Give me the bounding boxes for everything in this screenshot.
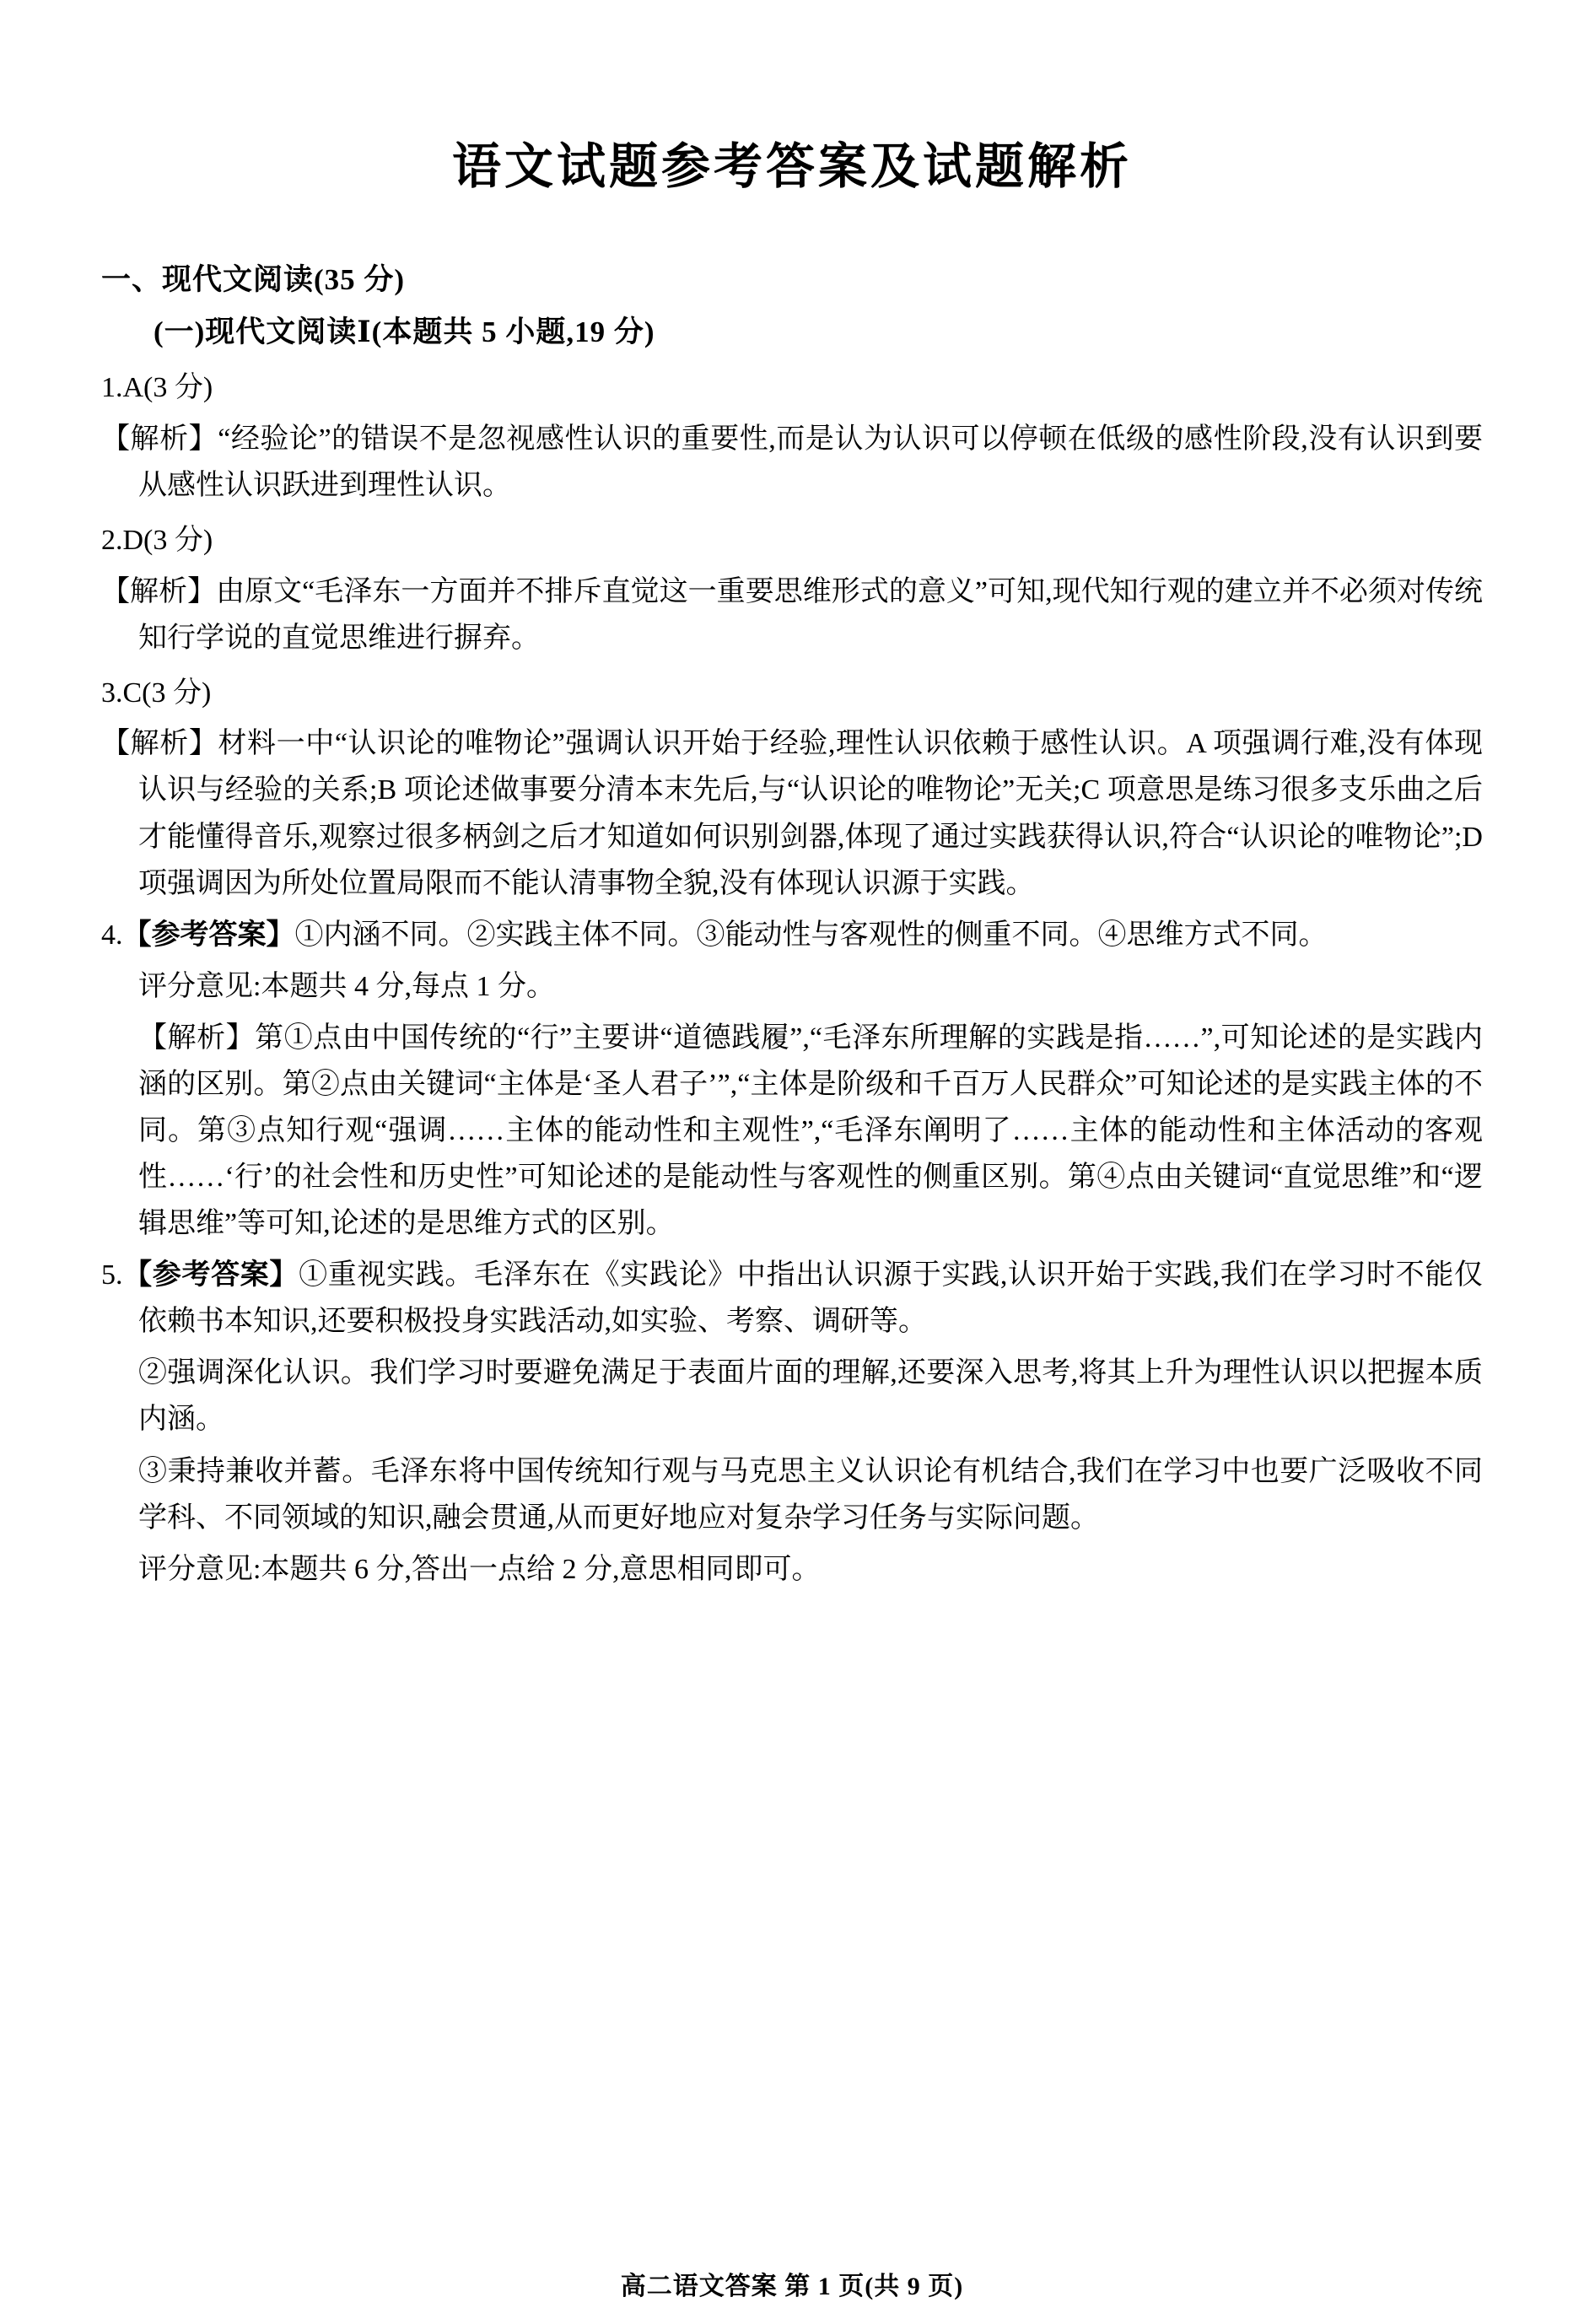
answer-number-4: 4. [101,919,123,951]
explanation-4: 【解析】第①点由中国传统的“行”主要讲“道德践履”,“毛泽东所理解的实践是指……”,可知论述的是实践内涵的区别。第②点由关键词“主体是‘圣人君子’”,“主体是阶级和千百万人民群众”可知论述的是实践主体的不同。第③点知行观“强调……主体的能动性和主观性”,“毛泽东阐明了……主体的能动性和主体活动的客观性……‘行’的社会性和历史性”可知论述的是能动性与客观性的侧重区别。第④点由关键词“直觉思维”和“逻辑思维”等可知,论述的是思维方式的区别。 [138,1022,1483,1240]
answer-block-4 [101,912,1483,958]
reference-answer-label-4: 【参考答案】 [122,919,295,951]
explanation-1: 【解析】“经验论”的错误不是忽视感性认识的重要性,而是认为认识可以停顿在低级的感性阶段,没有认识到要从感性认识跃进到理性认识。 [101,423,1483,501]
page-footer: 高二语文答案 第 1 页(共 9 页) [620,2273,964,2300]
answer-number-3: 3.C(3 分) [101,677,212,709]
explanation-2: 【解析】由原文“毛泽东一方面并不排斥直觉这一重要思维形式的意义”可知,现代知行观的建立并不必须对传统知行学说的直觉思维进行摒弃。 [101,575,1483,654]
reference-answer-text-4: ①内涵不同。②实践主体不同。③能动性与客观性的侧重不同。④思维方式不同。 [294,919,1328,951]
reference-answer-point-5-2: ②强调深化认识。我们学习时要避免满足于表面片面的理解,还要深入思考,将其上升为理性认识以把握本质内涵。 [138,1357,1483,1436]
reference-answer-point-5-3: ③秉持兼收并蓄。毛泽东将中国传统知行观与马克思主义认识论有机结合,我们在学习中也要广泛吸收不同学科、不同领域的知识,融会贯通,从而更好地应对复杂学习任务与实际问题。 [138,1455,1483,1534]
answer-number-1: 1.A(3 分) [101,372,213,403]
answer-number-5: 5. [101,1259,123,1291]
explanation-3: 【解析】材料一中“认识论的唯物论”强调认识开始于经验,理性认识依赖于感性认识。A 项强调行难,没有体现认识与经验的关系;B 项论述做事要分清本末先后,与“认识论的唯物论”无关;C 项意思是练习很多支乐曲之后才能懂得音乐,观察过很多柄剑之后才知道如何识别剑器,体现了通过实践获得认识,符合“认识论的唯物论”;D 项强调因为所处位置局限而不能认清事物全貌,没有体现认识源于实践。 [101,728,1483,899]
answer-number-2: 2.D(3 分) [101,524,213,556]
subsection-heading-modern-reading-1: (一)现代文阅读Ⅰ(本题共 5 小题,19 分) [154,315,655,348]
answer-block-5 [101,1252,1483,1345]
reference-answer-text-5: ①重视实践。毛泽东在《实践论》中指出认识源于实践,认识开始于实践,我们在学习时不能仅依赖书本知识,还要积极投身实践活动,如实验、考察、调研等。 [138,1259,1483,1338]
page-title: 语文试题参考答案及试题解析 [451,137,1132,195]
reference-answer-label-5: 【参考答案】 [122,1259,299,1291]
scoring-note-4: 评分意见:本题共 4 分,每点 1 分。 [138,970,555,1002]
scoring-note-5: 评分意见:本题共 6 分,答出一点给 2 分,意思相同即可。 [138,1553,821,1585]
section-heading-modern-reading: 一、现代文阅读(35 分) [101,263,406,296]
